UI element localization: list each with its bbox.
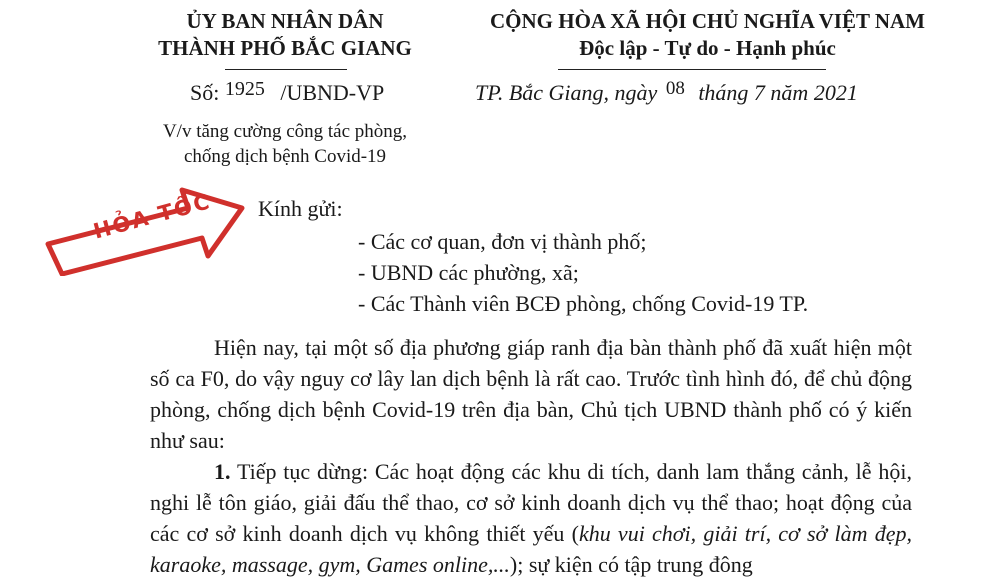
recipient-item: - Các Thành viên BCĐ phòng, chống Covid-19 TP. (358, 291, 809, 316)
date-day: 08 (665, 78, 685, 99)
date-suffix: tháng 7 năm 2021 (698, 80, 858, 105)
item-1-number: 1. (214, 459, 231, 484)
item-1-tail: ); sự kiện có tập trung đông (509, 552, 753, 577)
country-name: CỘNG HÒA XÃ HỘI CHỦ NGHĨA VIỆT NAM (489, 9, 926, 33)
subject-line2: chống dịch bệnh Covid-19 (183, 146, 387, 167)
urgent-stamp (42, 186, 252, 276)
document-number-suffix: /UBND-VP (280, 80, 385, 105)
motto-underline (558, 69, 826, 70)
document-number (190, 80, 384, 106)
document-date (475, 80, 858, 106)
national-header (455, 8, 960, 62)
agency-name-line1: ỦY BAN NHÂN DÂN (186, 9, 384, 33)
subject-line1: V/v tăng cường công tác phòng, (162, 121, 408, 142)
recipient-item: - Các cơ quan, đơn vị thành phố; (358, 229, 647, 254)
document-subject (120, 119, 450, 169)
item-1-text: Tiếp tục dừng: Các hoạt động các khu di tích, danh lam thắng cảnh, lễ hội, nghi lễ tôn giáo, giải đấu thể thao, cơ sở kinh doanh dịch vụ thể thao; hoạt động của các cơ sở kinh doanh dịch vụ không thiết yếu ( (150, 459, 912, 546)
intro-text: Hiện nay, tại một số địa phương giáp ranh địa bàn thành phố đã xuất hiện một số ca F0, do vậy nguy cơ lây lan dịch bệnh là rất cao. Trước tình hình đó, để chủ động phòng, chống dịch bệnh Covid-19 trên địa bàn, Chủ tịch UBND thành phố có ý kiến như sau: (150, 335, 912, 453)
stamp-arrow-icon (42, 186, 252, 276)
item-1-italic-text: khu vui chơi, giải trí, cơ sở làm đẹp, karaoke, massage, gym, Games online,... (150, 521, 912, 577)
agency-name-line2: THÀNH PHỐ BẮC GIANG (158, 36, 412, 60)
intro-paragraph (150, 332, 912, 456)
agency-underline (225, 69, 347, 70)
recipient-item: - UBND các phường, xã; (358, 260, 579, 285)
date-prefix: TP. Bắc Giang, ngày (475, 80, 658, 105)
item-1-paragraph (150, 456, 912, 580)
national-motto: Độc lập - Tự do - Hạnh phúc (579, 36, 836, 60)
document-body (150, 332, 912, 580)
agency-header (120, 8, 450, 62)
recipient-list (358, 226, 808, 319)
document-number-prefix: Số: (190, 80, 220, 105)
stamp-text: HỎA TỐC (90, 189, 214, 244)
document-number-value: 1925 (224, 78, 265, 100)
recipients-heading: Kính gửi: (258, 196, 343, 221)
